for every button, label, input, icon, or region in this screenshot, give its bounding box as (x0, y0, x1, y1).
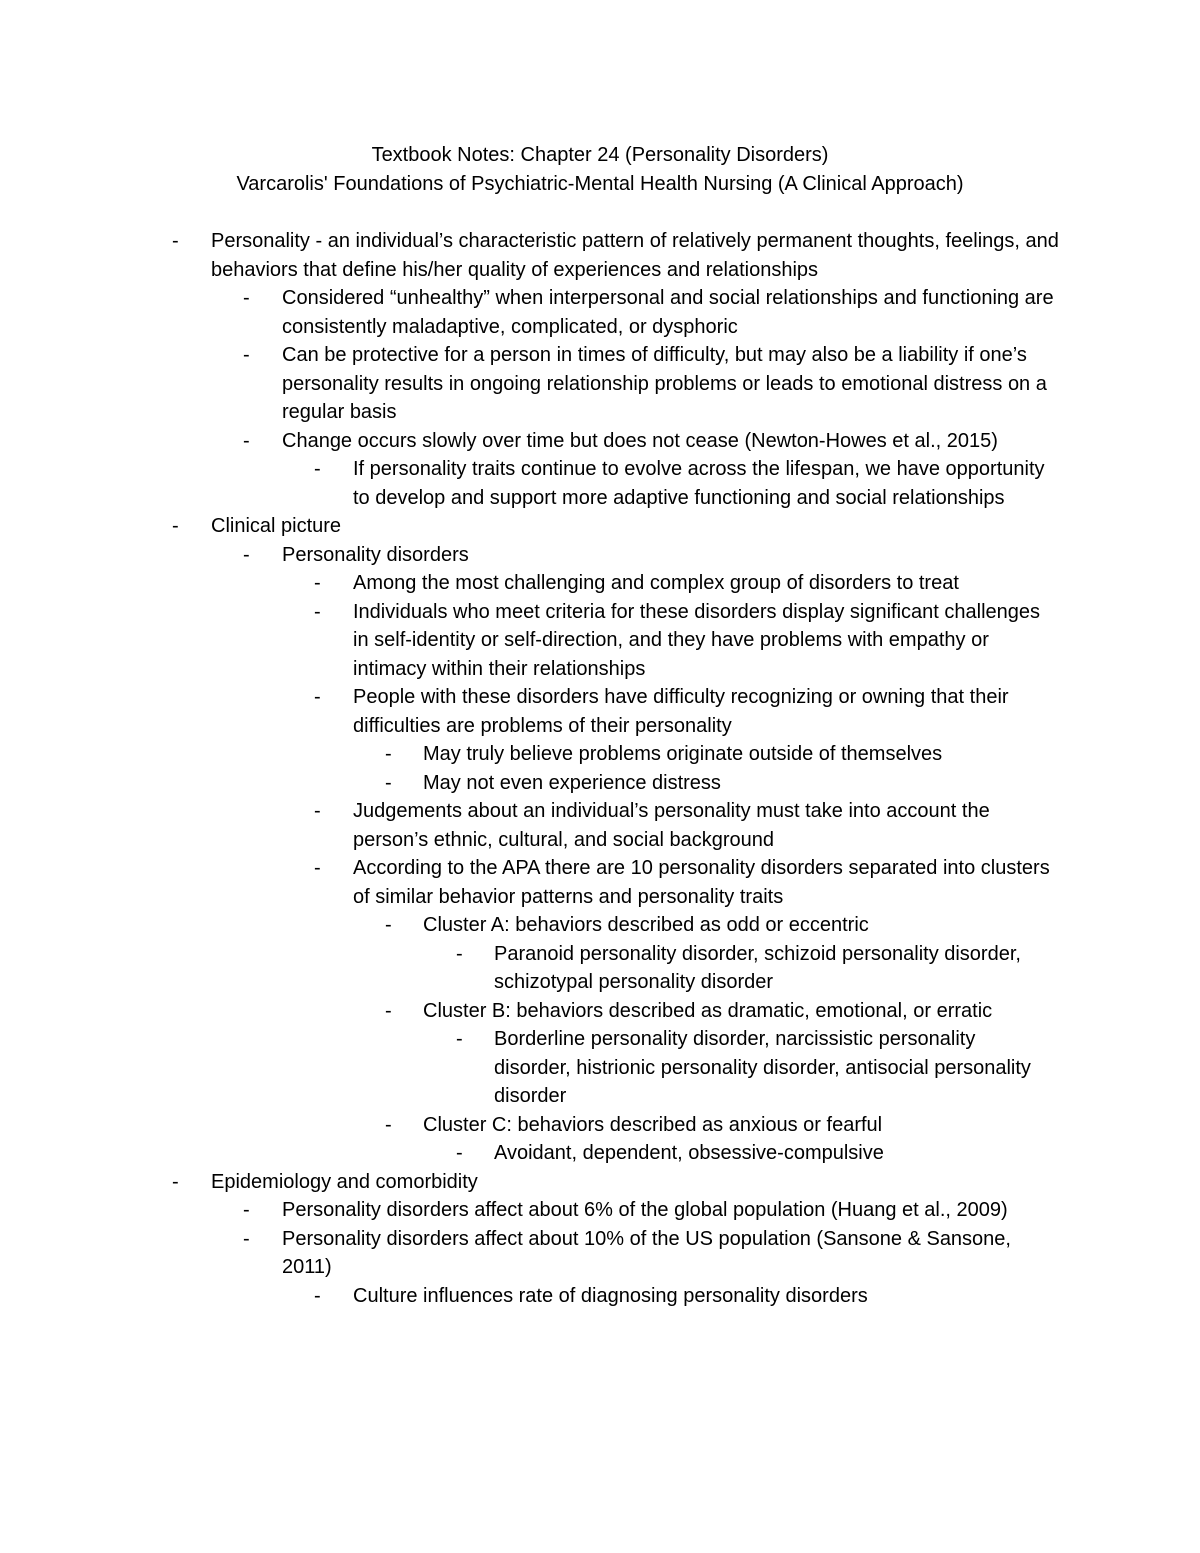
list-item (0, 1111, 1200, 1140)
bullet-dash: - (314, 857, 321, 879)
list-item (0, 911, 1200, 940)
list-item (0, 1139, 1200, 1168)
bullet-dash: - (456, 1142, 463, 1164)
bullet-dash: - (243, 287, 250, 309)
list-item-text: Cluster A: behaviors described as odd or eccentric (423, 914, 869, 936)
bullet-dash: - (172, 515, 179, 537)
bullet-dash: - (314, 458, 321, 480)
list-item-text: Avoidant, dependent, obsessive-compulsive (494, 1142, 884, 1164)
list-item-text: Personality disorders (282, 543, 469, 566)
list-item-text: Borderline personality disorder, narcissistic personality disorder, histrionic personality disorder, antisocial personality disorder (494, 1028, 1031, 1107)
list-item (0, 740, 1200, 769)
bullet-dash: - (243, 1227, 250, 1250)
list-item (0, 227, 1200, 284)
list-item (0, 997, 1200, 1026)
list-item (0, 512, 1200, 541)
list-item (0, 1225, 1200, 1282)
list-item (0, 1168, 1200, 1197)
list-item-text: May truly believe problems originate outside of themselves (423, 743, 943, 765)
bullet-dash: - (385, 743, 392, 765)
list-item (0, 427, 1200, 456)
list-item (0, 341, 1200, 427)
notes-outline (0, 227, 1200, 1310)
title-line-1: Textbook Notes: Chapter 24 (Personality Disorders) (371, 144, 829, 166)
list-item-text: Epidemiology and comorbidity (211, 1170, 478, 1193)
list-item-text: Individuals who meet criteria for these disorders display significant challenges in self-identity or self-direction, and they have problems with empathy or intimacy within their relationships (353, 600, 1041, 680)
list-item-text: May not even experience distress (423, 771, 721, 794)
bullet-dash: - (243, 429, 250, 452)
list-item-text: Judgements about an individual’s personality must take into account the person’s ethnic, cultural, and social background (353, 800, 990, 851)
title-line-2: Varcarolis' Foundations of Psychiatric-Mental Health Nursing (A Clinical Approach) (236, 173, 964, 195)
list-item (0, 854, 1200, 911)
bullet-dash: - (314, 800, 321, 822)
bullet-dash: - (456, 1028, 463, 1050)
list-item-text: Personality - an individual’s characteristic pattern of relatively permanent thoughts, feelings, and behaviors that define his/her quality of experiences and relationships (211, 230, 1059, 281)
list-item-text: Cluster C: behaviors described as anxious or fearful (423, 1113, 883, 1136)
bullet-dash: - (385, 771, 392, 794)
list-item-text: Change occurs slowly over time but does not cease (Newton-Howes et al., 2015) (282, 429, 998, 452)
list-item (0, 940, 1200, 997)
list-item (0, 683, 1200, 740)
bullet-dash: - (385, 1113, 392, 1136)
bullet-dash: - (172, 230, 179, 252)
list-item-text: Personality disorders affect about 6% of the global population (Huang et al., 2009) (282, 1199, 1008, 1221)
bullet-dash: - (314, 600, 321, 623)
list-item-text: Cluster B: behaviors described as dramatic, emotional, or erratic (423, 999, 993, 1022)
list-item (0, 541, 1200, 570)
bullet-dash: - (314, 572, 321, 594)
bullet-dash: - (172, 1170, 179, 1193)
bullet-dash: - (243, 1199, 250, 1221)
list-item (0, 797, 1200, 854)
list-item-text: Clinical picture (211, 515, 342, 537)
list-item-text: Among the most challenging and complex group of disorders to treat (353, 572, 959, 594)
bullet-dash: - (243, 344, 250, 366)
list-item-text: People with these disorders have difficulty recognizing or owning that their difficulties are problems of their personality (353, 686, 1009, 737)
bullet-dash: - (314, 1284, 321, 1307)
document-title (0, 141, 1200, 199)
list-item (0, 455, 1200, 512)
list-item-text: Paranoid personality disorder, schizoid personality disorder, schizotypal personality disorder (494, 942, 1021, 993)
bullet-dash: - (385, 914, 392, 936)
list-item (0, 598, 1200, 684)
list-item-text: If personality traits continue to evolve across the lifespan, we have opportunity to develop and support more adaptive functioning and social relationships (353, 458, 1045, 509)
list-item (0, 1025, 1200, 1111)
list-item-text: Personality disorders affect about 10% of the US population (Sansone & Sansone, 2011) (282, 1227, 1011, 1278)
bullet-dash: - (385, 999, 392, 1022)
list-item (0, 284, 1200, 341)
list-item (0, 769, 1200, 798)
bullet-dash: - (243, 543, 250, 566)
list-item-text: According to the APA there are 10 personality disorders separated into clusters of similar behavior patterns and personality traits (353, 857, 1050, 908)
list-item-text: Can be protective for a person in times of difficulty, but may also be a liability if one’s personality results in ongoing relationship problems or leads to emotional distress on a regular basis (282, 344, 1047, 423)
bullet-dash: - (456, 942, 463, 965)
list-item-text: Culture influences rate of diagnosing personality disorders (353, 1284, 868, 1307)
bullet-dash: - (314, 686, 321, 708)
list-item (0, 569, 1200, 598)
list-item-text: Considered “unhealthy” when interpersonal and social relationships and functioning are consistently maladaptive, complicated, or dysphoric (282, 287, 1054, 338)
list-item (0, 1196, 1200, 1225)
list-item (0, 1282, 1200, 1311)
